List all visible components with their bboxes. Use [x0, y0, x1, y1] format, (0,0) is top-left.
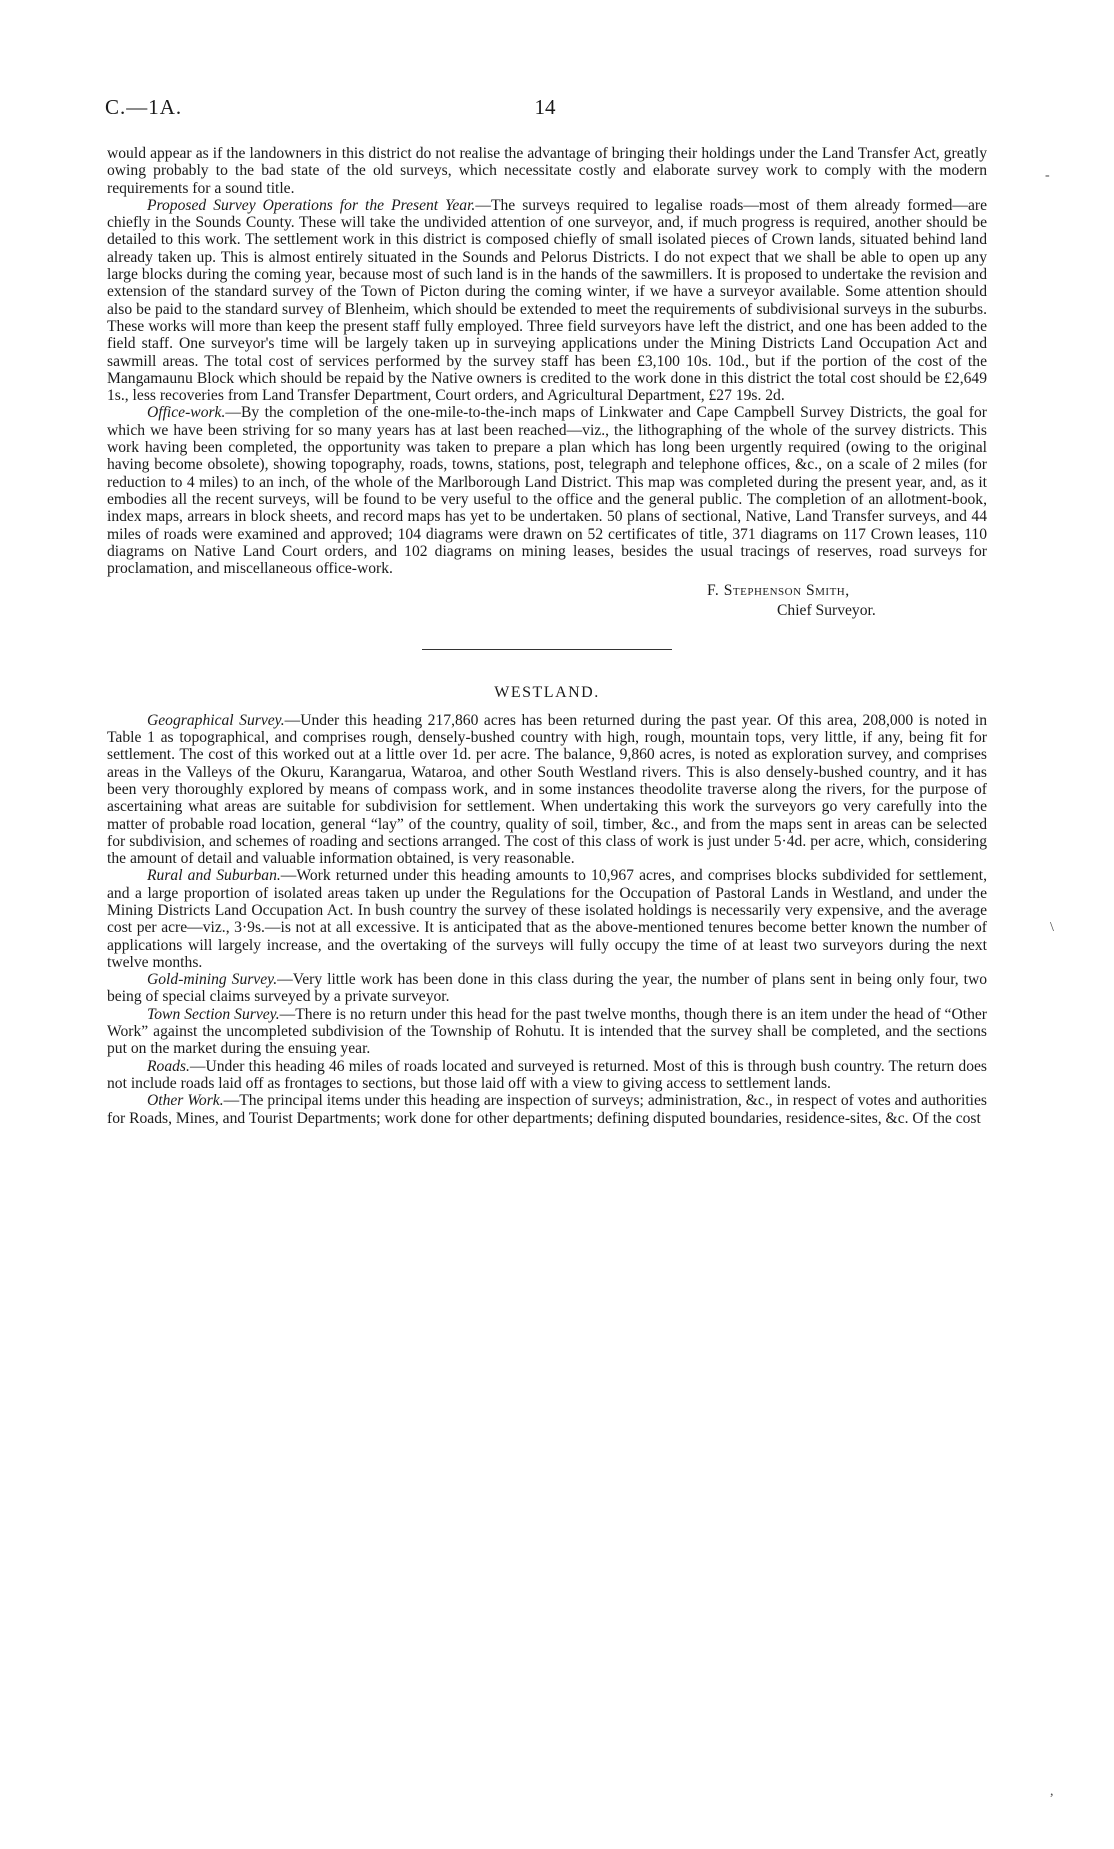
section-title-westland: WESTLAND. — [494, 684, 600, 702]
paragraph-heading: Office-work. — [147, 404, 226, 422]
paragraph-text: —By the completion of the one-mile-to-the-inch maps of Linkwater and Cape Campbell Survey Districts, the goal for which we have been striving for so many years has at last been reached—viz., the lithographing of the whole of the survey districts. This work having been completed, the opportunity was taken to prepare a plan which has long been urgently required (owing to the original having become obsolete), showing topography, roads, towns, stations, post, telegraph and telephone offices, &c., on a scale of 2 miles (for reduction to 4 miles) to an inch, of the whole of the Marlborough Land District. This map was completed during the present year, and, as it embodies all the recent surveys, will be found to be very useful to the office and the general public. The completion of an allotment-book, index maps, arrears in block sheets, and record maps has yet to be undertaken. 50 plans of sectional, Native, Land Transfer surveys, and 44 miles of roads were examined and approved; 104 diagrams were drawn on 52 certificates of title, 371 diagrams on 117 Crown leases, 110 diagrams on Native Land Court orders, and 102 diagrams on mining leases, besides the usual tracings of reserves, road surveys for proclamation, and miscellaneous office-work. — [107, 404, 987, 578]
paragraph-heading: Roads. — [147, 1057, 190, 1075]
paragraph-text: —Very little work has been done in this class during the year, the number of plans sent in being only four, two being of special claims surveyed by a private surveyor. — [107, 971, 988, 1006]
margin-mark: \ — [1050, 920, 1054, 935]
paragraph-heading: Proposed Survey Operations for the Present Year. — [147, 196, 476, 214]
paragraph-text: —Under this heading 217,860 acres has been returned during the past year. Of this area, 208,000 is noted in Table 1 as topographical, and comprises rough, densely-bushed country with high, rough, mountain tops, very little, if any, being fit for settlement. The cost of this worked out at a little over 1d. per acre. The balance, 9,860 acres, is noted as exploration survey, and comprises areas in the Valleys of the Okuru, Karangarua, Wataroa, and other South Westland rivers. This is also densely-bushed country, and it has been very thoroughly explored by means of compass work, and in some instances theodolite traverse along the rivers, for the purpose of ascertaining what areas are suitable for subdivision for settlement. When undertaking this work the surveyors go very carefully into the matter of probable road location, general “lay” of the country, quality of soil, timber, &c., and from the maps sent in areas can be selected for subdivision, and schemes of roading and sections arranged. The cost of this class of work is just under 5·4d. per acre, which, considering the amount of detail and valuable information obtained, is very reasonable. — [107, 711, 988, 868]
paragraph-other-work — [107, 1092, 987, 1127]
paragraph-office-work — [107, 404, 987, 577]
signatory-name: F. Stephenson Smith, — [707, 582, 850, 600]
signature-block — [707, 581, 987, 621]
paragraph-roads — [107, 1058, 987, 1093]
document-body — [107, 145, 987, 1127]
paragraph-text: —The principal items under this heading are inspection of surveys; administration, &c., in respect of votes and authorities for Roads, Mines, and Tourist Departments; work done for other departments; defining disputed boundaries, residence-sites, &c. Of the cost — [107, 1092, 987, 1127]
paragraph-heading: Town Section Survey. — [147, 1005, 280, 1023]
paragraph-town-section — [107, 1006, 987, 1058]
signatory-title: Chief Surveyor. — [777, 602, 876, 620]
paragraph-heading: Other Work. — [147, 1092, 224, 1110]
margin-mark: , — [1050, 1784, 1054, 1799]
margin-mark: - — [1045, 168, 1050, 183]
paragraph-heading: Gold-mining Survey. — [147, 971, 278, 989]
document-reference: C.—1A. — [105, 95, 183, 119]
paragraph-text: —The surveys required to legalise roads—most of them already formed—are chiefly in the Sounds County. These will take the undivided attention of one surveyor, and, if much progress is required, another should be detailed to this work. The settlement work in this district is composed chiefly of small isolated pieces of Crown lands, situated behind land already taken up. This is almost entirely situated in the Sounds and Pelorus Districts. I do not expect that we shall be able to open up any large blocks during the coming year, because most of such land is in the hands of the sawmillers. It is proposed to undertake the revision and extension of the standard survey of the Town of Picton during the coming winter, if we have a surveyor available. Some attention should also be paid to the standard survey of Blenheim, which should be extended to meet the requirements of subdivisional surveys in the suburbs. These works will more than keep the present staff fully employed. Three field surveyors have left the district, and one has been added to the field staff. One surveyor's time will be largely taken up in surveying applications under the Mining Districts Land Occupation Act and sawmill areas. The total cost of services performed by the survey staff has been £3,100 10s. 10d., but if the portion of the cost of the Mangamaunu Block which should be repaid by the Native owners is credited to the work done in this district the total cost should be £2,649 1s., less recoveries from Land Transfer Department, Court orders, and Agricultural Department, £27 19s. 2d. — [107, 196, 987, 405]
section-divider — [422, 649, 672, 650]
paragraph-heading: Geographical Survey. — [147, 711, 285, 729]
paragraph-gold-mining — [107, 971, 987, 1006]
page-header — [105, 95, 985, 125]
paragraph-text: —Work returned under this heading amounts to 10,967 acres, and comprises blocks subdivided for settlement, and a large proportion of isolated areas taken up under the Regulations for the Occupation of Pastoral Lands in Westland, and under the Mining Districts Land Occupation Act. In bush country the survey of these isolated holdings is necessarily very expensive, and the average cost per acre—viz., 3·9s.—is not at all excessive. It is anticipated that as the above-mentioned tenures become better known the number of applications will largely increase, and the overtaking of the surveys will fully occupy the time of at least two surveyors during the next twelve months. — [107, 867, 987, 971]
paragraph-text: —There is no return under this head for the past twelve months, though there is an item under the head of “Other Work” against the uncompleted subdivision of the Township of Rohutu. It is intended that the survey shall be completed, and the sections put on the market during the ensuing year. — [107, 1005, 987, 1058]
page-number: 14 — [534, 95, 556, 119]
paragraph-text: —Under this heading 46 miles of roads located and surveyed is returned. Most of this is through bush country. The return does not include roads laid off as frontages to sections, but those laid off with a view to giving access to settlement lands. — [107, 1057, 987, 1092]
paragraph-proposed-survey — [107, 197, 987, 405]
paragraph-rural-suburban — [107, 867, 987, 971]
paragraph-geographical-survey — [107, 712, 987, 868]
paragraph-heading: Rural and Suburban. — [147, 867, 281, 885]
paragraph-continuation: would appear as if the landowners in this district do not realise the advantage of bringing their holdings under the Land Transfer Act, greatly owing probably to the bad state of the old surveys, which necessitate costly and elaborate survey work to comply with the modern requirements for a sound title. — [107, 145, 987, 197]
